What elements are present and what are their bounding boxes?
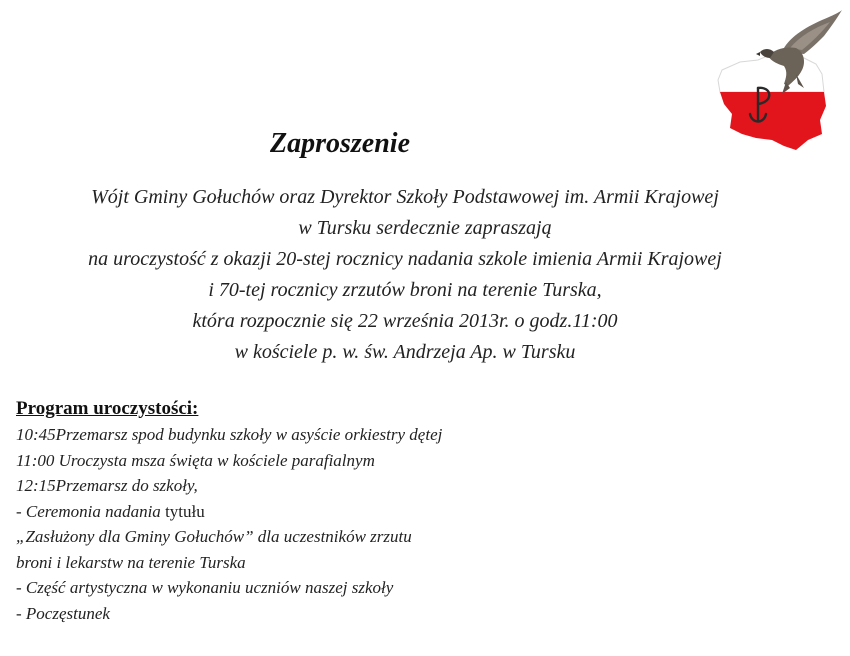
program-item-artistic: - Część artystyczna w wykonaniu uczniów naszej szkoły (16, 578, 394, 597)
program-item: 10:45Przemarsz spod budynku szkoły w asyście orkiestry dętej (16, 425, 443, 444)
program-item-award-continued: broni i lekarstw na terenie Turska (16, 552, 246, 572)
program-item-ceremony (16, 499, 616, 525)
program-heading: Program uroczystości: (16, 398, 199, 419)
program-section (16, 396, 616, 626)
program-item: 11:00 Uroczysta msza święta w kościele parafialnym (16, 450, 375, 470)
program-item-award: „Zasłużony dla Gminy Gołuchów” dla uczestników zrzutu (16, 527, 412, 546)
intro-line: w Tursku serdecznie zapraszają (298, 217, 552, 239)
poland-eagle-emblem (712, 8, 844, 156)
poland-map-red (720, 92, 826, 150)
intro-line: Wójt Gminy Gołuchów oraz Dyrektor Szkoły Podstawowej im. Armii Krajowej (91, 186, 719, 208)
ceremony-title-word: tytułu (165, 501, 205, 521)
ceremony-text: - Ceremonia nadania (16, 501, 161, 521)
invitation-intro (10, 182, 800, 368)
intro-line: na uroczystość z okazji 20-stej rocznicy nadania szkole imienia Armii Krajowej (88, 248, 722, 270)
intro-line: w kościele p. w. św. Andrzeja Ap. w Tursku (234, 341, 576, 363)
program-item: 12:15Przemarsz do szkoły, (16, 476, 198, 495)
intro-line: która rozpocznie się 22 września 2013r. o godz.11:00 (192, 310, 618, 332)
program-item-refreshment: - Poczęstunek (16, 603, 110, 623)
intro-line: i 70-tej rocznicy zrzutów broni na terenie Turska, (208, 279, 602, 301)
invitation-title: Zaproszenie (270, 128, 410, 159)
